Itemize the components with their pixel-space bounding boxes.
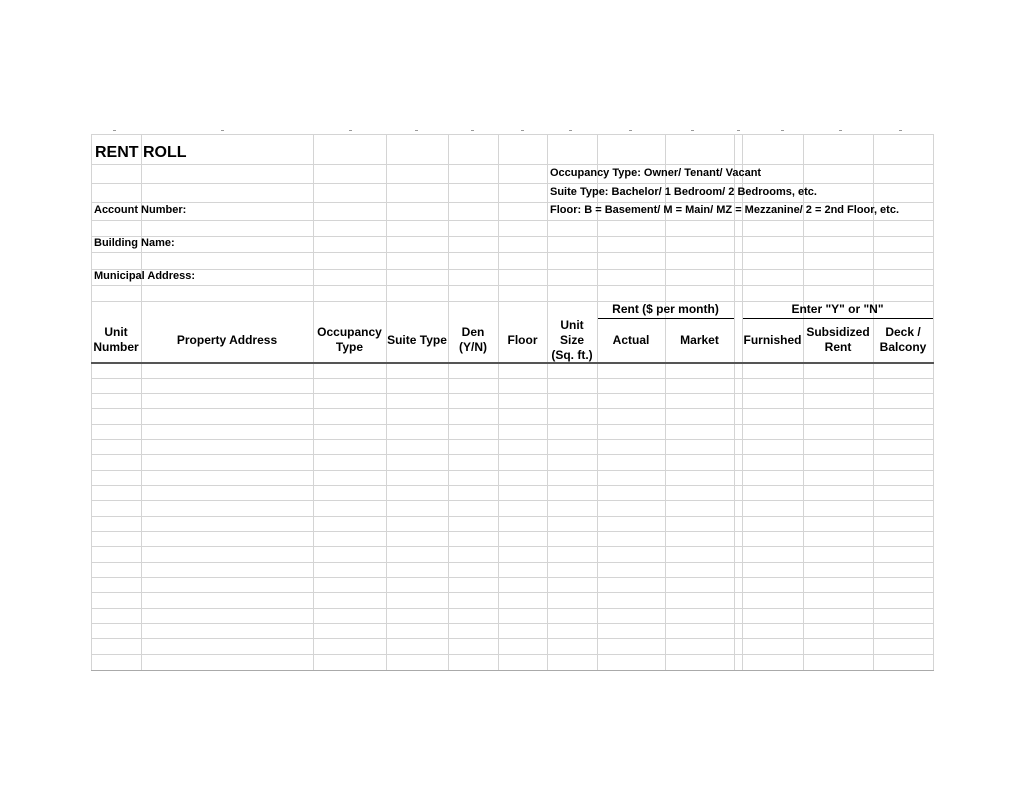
grid-line: [91, 470, 934, 471]
grid-line: [91, 562, 934, 563]
municipal-address-label: Municipal Address:: [94, 270, 196, 282]
tick-mark: [221, 130, 224, 131]
suite-legend: Suite Type: Bachelor/ 1 Bedroom/ 2 Bedrooms, etc.: [550, 186, 817, 198]
grid-line: [386, 134, 387, 671]
grid-line: [91, 285, 934, 286]
grid-line: [91, 183, 934, 184]
grid-line: [448, 134, 449, 671]
grid-line: [91, 202, 934, 203]
grid-line: [91, 531, 934, 532]
grid-line: [91, 269, 934, 270]
grid-line: [91, 134, 934, 135]
tick-mark: [113, 130, 116, 131]
column-header-deck-balcony: Deck / Balcony: [879, 325, 927, 354]
column-header-market-rent: Market: [680, 332, 719, 347]
page-title: RENT ROLL: [95, 144, 187, 161]
grid-line: [498, 134, 499, 671]
grid-line: [91, 670, 934, 671]
building-name-label: Building Name:: [94, 237, 175, 249]
tick-mark: [737, 130, 740, 131]
rent-group-header: Rent ($ per month): [612, 302, 719, 316]
grid-line: [91, 424, 934, 425]
tick-mark: [629, 130, 632, 131]
grid-line: [91, 608, 934, 609]
column-header-unit-number: Unit Number: [93, 325, 139, 354]
column-header-suite-type: Suite Type: [387, 332, 447, 347]
grid-line: [91, 485, 934, 486]
column-header-den: Den (Y/N): [459, 325, 487, 354]
column-header-occupancy-type: Occupancy Type: [317, 325, 382, 354]
grid-line: [91, 393, 934, 394]
grid-line: [91, 164, 934, 165]
grid-line: [91, 516, 934, 517]
grid-line: [91, 220, 934, 221]
grid-line: [91, 252, 934, 253]
tick-mark: [415, 130, 418, 131]
tick-mark: [569, 130, 572, 131]
grid-line: [91, 236, 934, 237]
column-header-property-address: Property Address: [176, 332, 278, 347]
tick-mark: [781, 130, 784, 131]
grid-line: [91, 638, 934, 639]
grid-line: [91, 378, 934, 379]
account-number-label: Account Number:: [94, 204, 187, 216]
grid-line: [91, 592, 934, 593]
column-header-actual-rent: Actual: [612, 332, 650, 347]
grid-line: [91, 500, 934, 501]
column-header-furnished: Furnished: [743, 332, 802, 347]
tick-mark: [839, 130, 842, 131]
spreadsheet: [91, 134, 934, 671]
tick-mark: [899, 130, 902, 131]
grid-line: [91, 654, 934, 655]
tick-mark: [691, 130, 694, 131]
grid-line: [91, 577, 934, 578]
yes-no-group-header: Enter "Y" or "N": [791, 302, 884, 316]
grid-line: [91, 546, 934, 547]
grid-line: [91, 134, 92, 671]
grid-line: [91, 454, 934, 455]
grid-line: [91, 623, 934, 624]
column-header-floor: Floor: [507, 332, 538, 347]
tick-mark: [521, 130, 524, 131]
column-header-unit-size: Unit Size (Sq. ft.): [551, 317, 593, 362]
grid-line: [91, 408, 934, 409]
header-bottom-border: [91, 362, 934, 364]
floor-legend: Floor: B = Basement/ M = Main/ MZ = Mezzanine/ 2 = 2nd Floor, etc.: [550, 204, 900, 216]
occupancy-legend: Occupancy Type: Owner/ Tenant/ Vacant: [550, 167, 762, 179]
column-header-subsidized-rent: Subsidized Rent: [806, 325, 870, 354]
tick-mark: [471, 130, 474, 131]
tick-mark: [349, 130, 352, 131]
grid-line: [313, 134, 314, 671]
grid-line: [933, 134, 934, 671]
grid-line: [91, 439, 934, 440]
grid-line: [547, 134, 548, 671]
